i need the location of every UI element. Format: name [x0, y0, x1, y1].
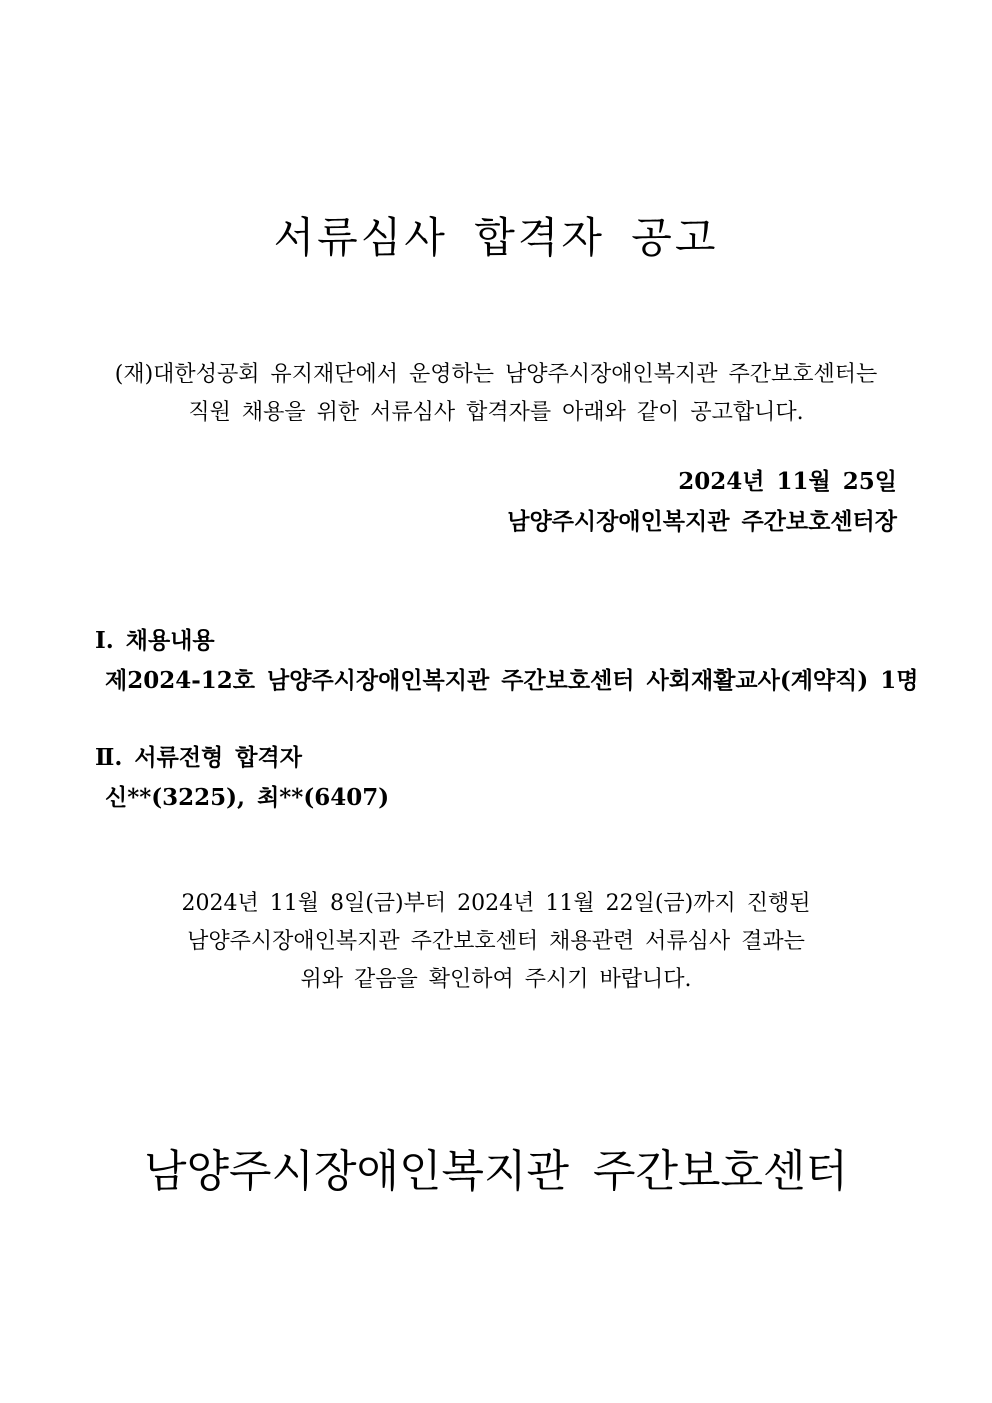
intro-line-1: (재)대한성공회 유지재단에서 운영하는 남양주시장애인복지관 주간보호센터는 — [114, 362, 878, 387]
closing-line-1: 2024년 11월 8일(금)부터 2024년 11월 22일(금)까지 진행된 — [181, 891, 811, 916]
section-body: 신**(3225), 최**(6407) — [105, 784, 390, 811]
organization-footer: 남양주시장애인복지관 주간보호센터 — [143, 1146, 849, 1197]
section-heading: Ⅱ. 서류전형 합격자 — [95, 744, 302, 771]
section-passed-candidates — [95, 738, 389, 818]
section-body: 제2024-12호 남양주시장애인복지관 주간보호센터 사회재활교사(계약직) 1명 — [105, 667, 919, 694]
issuer-name: 남양주시장애인복지관 주간보호센터장 — [507, 508, 897, 535]
closing-line-3: 위와 같음을 확인하여 주시기 바랍니다. — [300, 967, 692, 992]
announcement-date: 2024년 11월 25일 — [678, 468, 897, 495]
intro-paragraph — [60, 356, 932, 432]
section-heading: Ⅰ. 채용내용 — [95, 627, 215, 654]
closing-line-2: 남양주시장애인복지관 주간보호센터 채용관련 서류심사 결과는 — [187, 929, 805, 954]
signature-block — [507, 462, 897, 542]
section-recruitment-details — [95, 621, 918, 701]
closing-paragraph — [60, 885, 932, 999]
document-title: 서류심사 합격자 공고 — [273, 213, 719, 262]
intro-line-2: 직원 채용을 위한 서류심사 합격자를 아래와 같이 공고합니다. — [188, 400, 804, 425]
